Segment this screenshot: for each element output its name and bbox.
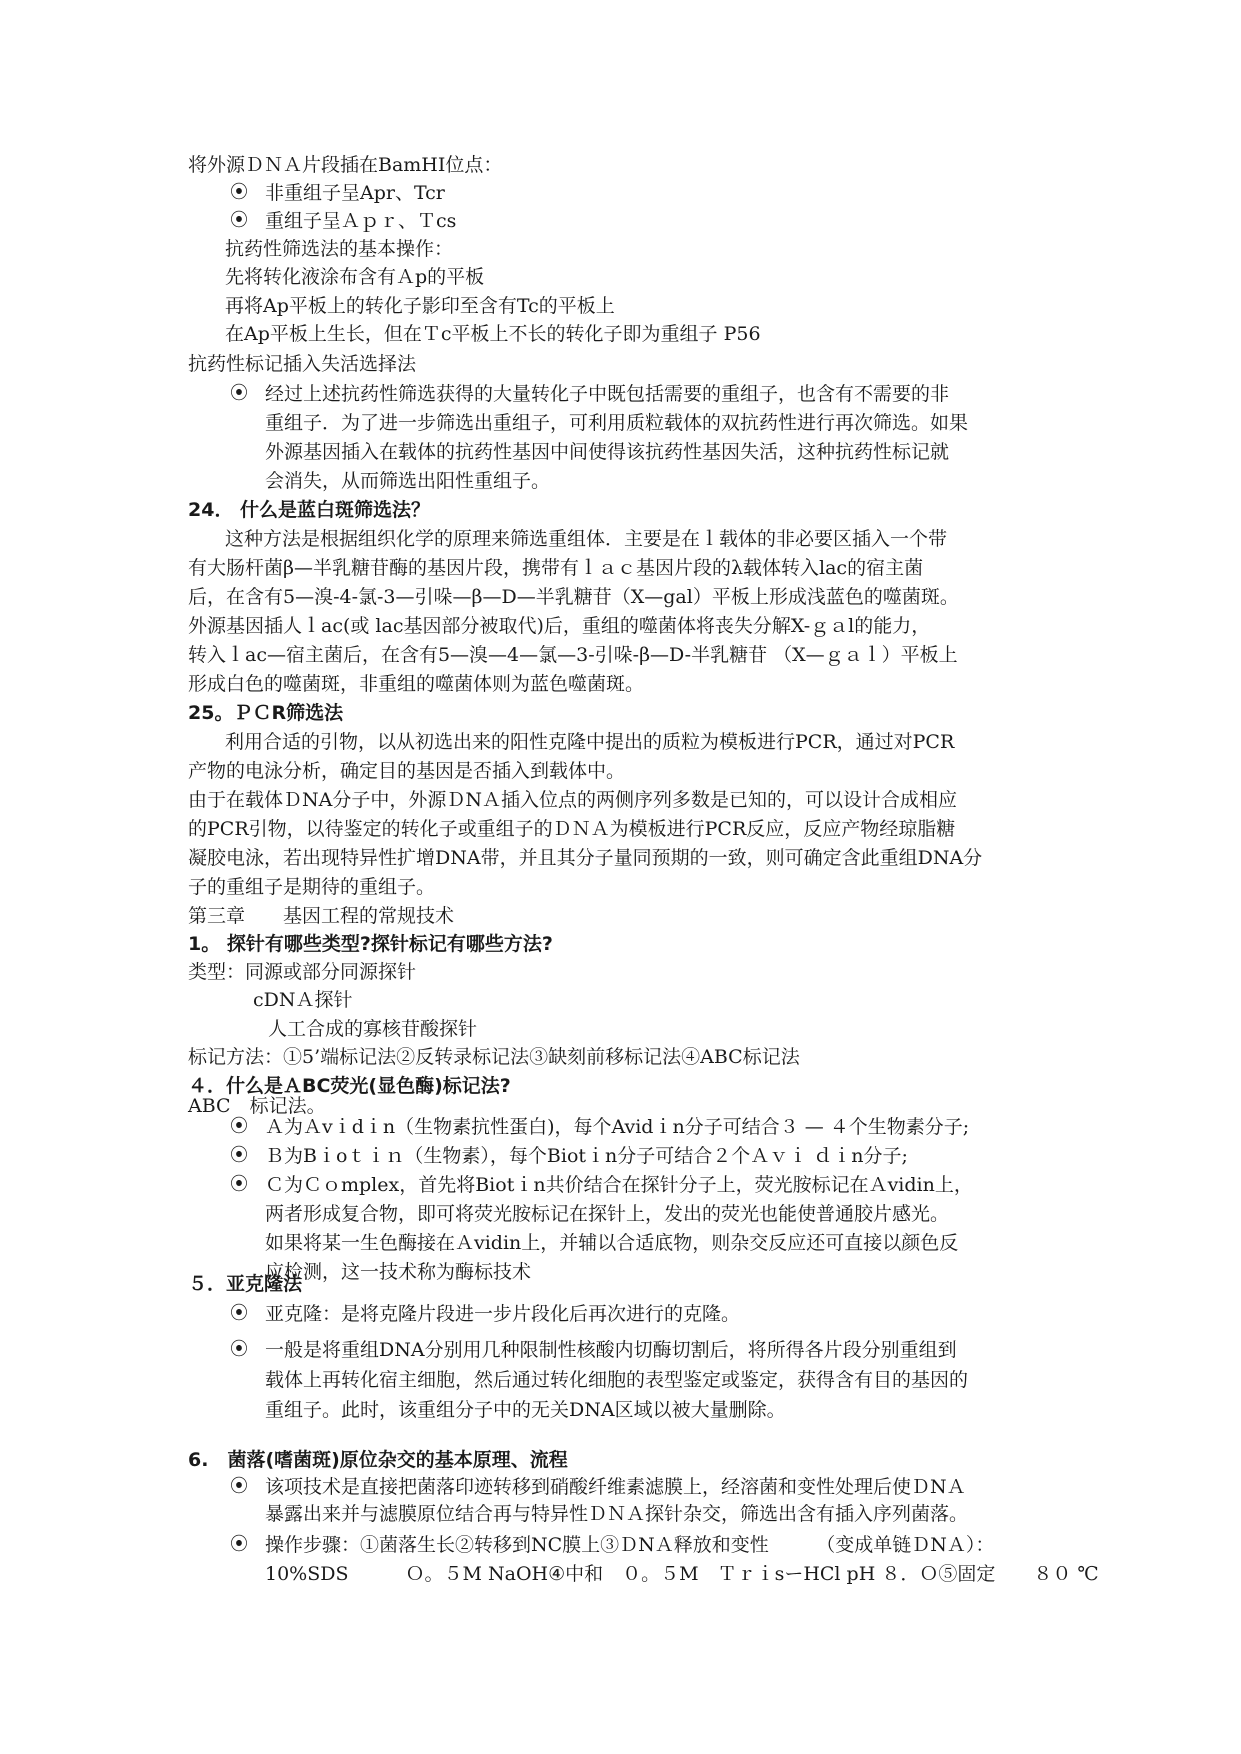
list-item: 亚克隆：是将克隆片段进一步片段化后再次进行的克隆。 xyxy=(265,1303,741,1325)
text-line: 暴露出来并与滤膜原位结合再与特异性ＤＮＡ探针杂交，筛选出含有插入序列菌落。 xyxy=(265,1503,969,1525)
text-line: 再将Ap平板上的转化子影印至含有Tc的平板上 xyxy=(225,295,615,317)
bullet-icon: ⦿ xyxy=(230,1339,248,1360)
text-line: 人工合成的寡核苷酸探针 xyxy=(268,1018,478,1040)
bullet-icon: ⦿ xyxy=(230,1145,248,1166)
list-item: 操作步骤：①菌落生长②转移到NC膜上③ＤNＡ释放和变性 （变成单链ＤNＡ）： xyxy=(265,1534,995,1556)
bullet-icon: ⦿ xyxy=(230,1116,248,1137)
section-heading: 6. 菌落(嗜菌斑)原位杂交的基本原理、流程 xyxy=(188,1449,568,1471)
chapter-heading: 第三章 基因工程的常规技术 xyxy=(188,905,455,927)
section-heading: ５．亚克隆法 xyxy=(188,1273,303,1295)
text-line: 10%SDS Ｏ。５M NaOH④中和 ０。５M ＴｒｉsーHCl pH ８．Ｏ⑤固定 ８０ ℃ xyxy=(265,1563,1099,1585)
text-line: 外源基因插人ｌac(或 lac基因部分被取代)后，重组的噬菌体将丧失分解X-ｇａl的能力， xyxy=(188,615,931,637)
text-line: 重组子。此时，该重组分子中的无关DNA区域以被大量删除。 xyxy=(265,1399,786,1421)
bullet-icon: ⦿ xyxy=(230,1476,248,1497)
list-item: 重组子呈Ａｐｒ、Ｔcs xyxy=(265,210,457,232)
list-item: Ｃ为Ｃｏmplex，首先将Biotｉn共价结合在探针分子上，荧光胺标记在Ａvidin上， xyxy=(265,1174,973,1196)
bullet-icon: ⦿ xyxy=(230,383,248,404)
list-item: Ｂ为Bｉoｔｉｎ（生物素），每个Biotｉn分子可结合２个Ａｖｉ ｄｉn分子; xyxy=(265,1145,908,1167)
text-line: 抗药性标记插入失活选择法 xyxy=(188,353,417,375)
text-line: 标记方法：①5’端标记法②反转录标记法③缺刻前移标记法④ABC标记法 xyxy=(188,1046,800,1068)
text-line: 将外源ＤＮＡ片段插在BamHI位点： xyxy=(188,154,503,176)
list-item: 该项技术是直接把菌落印迹转移到硝酸纤维素滤膜上，经溶菌和变性处理后使ＤNＡ xyxy=(265,1476,966,1498)
text-line: ABC 标记法。 xyxy=(188,1095,326,1117)
bullet-icon: ⦿ xyxy=(230,1174,248,1195)
text-line: 抗药性筛选法的基本操作： xyxy=(225,238,454,260)
text-line: 重组子．为了进一步筛选出重组子，可利用质粒载体的双抗药性进行再次筛选。如果 xyxy=(265,412,969,434)
text-line: cDNＡ探针 xyxy=(253,989,353,1011)
bullet-icon: ⦿ xyxy=(230,182,248,203)
text-line: 外源基因插入在载体的抗药性基因中间使得该抗药性基因失活，这种抗药性标记就 xyxy=(265,441,950,463)
text-line: 凝胶电泳，若出现特异性扩增DNA带，并且其分子量同预期的一致，则可确定含此重组DNA分 xyxy=(188,847,983,869)
text-line: 在Ap平板上生长，但在Ｔc平板上不长的转化子即为重组子 P56 xyxy=(225,323,761,345)
text-line: 类型：同源或部分同源探针 xyxy=(188,961,417,983)
section-heading: 1。 探针有哪些类型?探针标记有哪些方法? xyxy=(188,933,553,955)
text-line: 有大肠杆菌β—半乳糖苷酶的基因片段，携带有ｌａｃ基因片段的λ载体转入lac的宿主菌 xyxy=(188,557,924,579)
section-heading: ４．什么是ＡBC荧光(显色酶)标记法? xyxy=(188,1075,511,1097)
text-line: 应检测，这一技术称为酶标技术 xyxy=(265,1261,532,1283)
list-item: 经过上述抗药性筛选获得的大量转化子中既包括需要的重组子，也含有不需要的非 xyxy=(265,383,950,405)
text-line: 载体上再转化宿主细胞，然后通过转化细胞的表型鉴定或鉴定，获得含有目的基因的 xyxy=(265,1369,969,1391)
text-line: 利用合适的引物，以从初选出来的阳性克隆中提出的质粒为模板进行PCR，通过对PCR xyxy=(225,731,955,753)
text-line: 子的重组子是期待的重组子。 xyxy=(188,876,436,898)
section-heading: 25。ＰＣR筛选法 xyxy=(188,702,344,724)
text-line: 后，在含有5—溴-4-氯-3—引哚—β—D—半乳糖苷（X—gal）平板上形成浅蓝色的噬菌斑。 xyxy=(188,586,959,608)
bullet-icon: ⦿ xyxy=(230,1303,248,1324)
text-line: 形成白色的噬菌斑，非重组的噬菌体则为蓝色噬菌斑。 xyxy=(188,673,645,695)
text-line: 如果将某一生色酶接在Ａvidin上，并辅以合适底物，则杂交反应还可直接以颜色反 xyxy=(265,1232,959,1254)
bullet-icon: ⦿ xyxy=(230,210,248,231)
list-item: Ａ为Ａvｉdｉn（生物素抗性蛋白)，每个Avidｉn分子可结合３ — ４个生物素分子; xyxy=(265,1116,970,1138)
list-item: 一般是将重组DNA分别用几种限制性核酸内切酶切割后，将所得各片段分别重组到 xyxy=(265,1339,957,1361)
text-line: 这种方法是根据组织化学的原理来筛选重组体．主要是在ｌ载体的非必要区插入一个带 xyxy=(225,528,948,550)
text-line: 先将转化液涂布含有Ａp的平板 xyxy=(225,266,485,288)
text-line: 会消失，从而筛选出阳性重组子。 xyxy=(265,470,551,492)
text-line: 的PCR引物，以待鉴定的转化子或重组子的ＤＮＡ为模板进行PCR反应，反应产物经琼脂糖 xyxy=(188,818,956,840)
text-line: 转入ｌac—宿主菌后，在含有5—溴—4—氯—3-引哚-β—D-半乳糖苷 （X—ｇａｌ）平板上 xyxy=(188,644,958,666)
text-line: 产物的电泳分析，确定目的基因是否插入到载体中。 xyxy=(188,760,626,782)
bullet-icon: ⦿ xyxy=(230,1534,248,1555)
text-line: 两者形成复合物，即可将荧光胺标记在探针上，发出的荧光也能使普通胶片感光。 xyxy=(265,1203,950,1225)
list-item: 非重组子呈Apr、Tcr xyxy=(265,182,445,204)
text-line: 由于在载体ＤNA分子中，外源ＤNＡ插入位点的两侧序列多数是已知的，可以设计合成相应 xyxy=(188,789,957,811)
section-heading: 24． 什么是蓝白斑筛选法？ xyxy=(188,499,431,521)
